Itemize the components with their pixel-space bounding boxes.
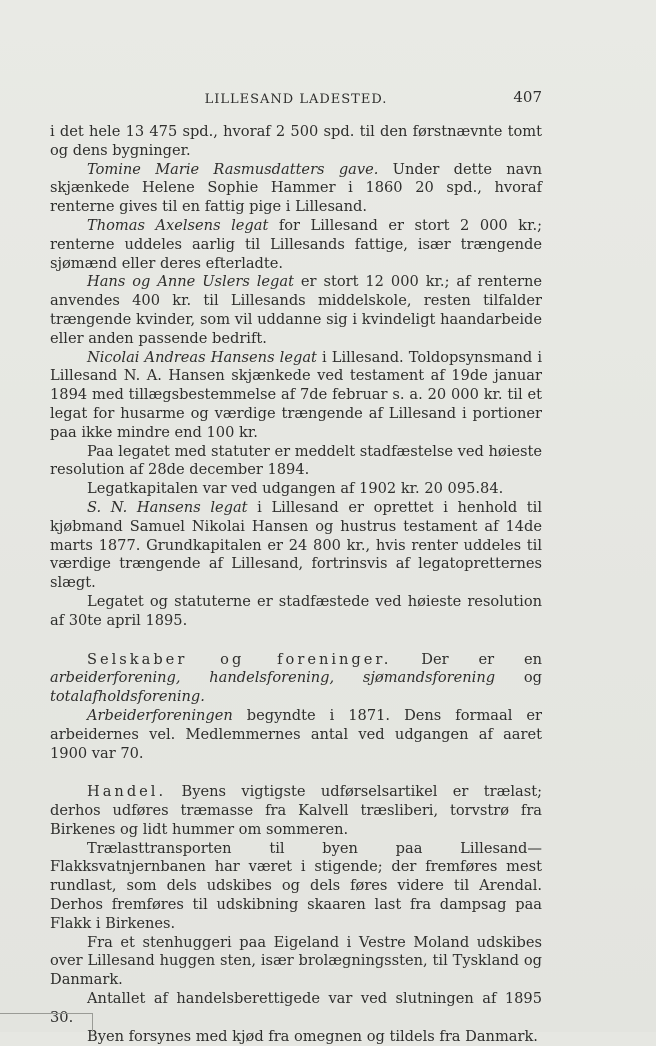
forening-name: Arbeiderforeningen — [87, 706, 233, 724]
paragraph-axelsens-legat — [50, 217, 542, 273]
paragraph-handel — [50, 783, 542, 839]
page-header — [50, 88, 542, 110]
paragraph-sn-hansens-legat — [50, 499, 542, 593]
foreninger-list: arbeiderforening, handelsforening, sjømandsforening — [50, 669, 496, 687]
paragraph-text: er stort 12 000 kr.; af renterne anvendes 400 kr. til Lillesands middelskole, resten tilfalder trængende kvinder, som vil uddanne sig i kvindeligt haandarbeide eller anden passende bedrift. — [50, 273, 542, 347]
paragraph-selskaber — [50, 651, 542, 707]
paragraph-text: Der er en — [391, 650, 542, 668]
paragraph-arbeiderforeningen — [50, 707, 542, 763]
legat-name: Hans og Anne Uslers legat — [87, 273, 294, 291]
paragraph-kjod: Byen forsynes med kjød fra omegnen og tildels fra Danmark. — [87, 1027, 538, 1045]
paragraph-uslers-legat — [50, 273, 542, 348]
paragraph-continuation: i det hele 13 475 spd., hvoraf 2 500 spd. til den førstnævnte tomt og dens bygninger. — [50, 123, 542, 159]
section-heading: Handel. — [87, 783, 167, 801]
paragraph-text: i Lillesand er oprettet i henhold til kjøbmand Samuel Nikolai Hansen og hustrus testament af 14de marts 1877. Grundkapitalen er 24 800 kr., hvis renter uddeles til værdige trængende af Lillesand, fortrinsvis af legatopretternes slægt. — [50, 498, 542, 592]
scan-corner-mark — [0, 1013, 93, 1032]
paragraph-text: og — [495, 669, 542, 687]
page-number: 407 — [513, 88, 542, 106]
legat-name: Thomas Axelsens legat — [87, 216, 269, 234]
paragraph-stenhuggeri: Fra et stenhuggeri paa Eigeland i Vestre Moland udskibes over Lillesand huggen sten, især brolægningssten, til Tyskland og Danmark. — [50, 933, 542, 989]
section-heading: Selskaber og foreninger. — [87, 650, 392, 668]
paragraph-traelasttransporten: Trælasttransporten til byen paa Lillesand—Flakksvatnjernbanen har været i stigende; der fremføres mest rundlast, som dels udskibes og dels føres videre til Arendal. Derhos fremføres til udskibning skaaren last fra dampsag paa Flakk i Birkenes. — [50, 839, 542, 932]
paragraph-text: i Lillesand. Toldopsynsmand i Lillesand N. A. Hansen skjænkede ved testament af 19de januar 1894 med tillægsbestemmelse af 7de februar s. a. 20 000 kr. til et legat for husarme og værdige trængende af Lillesand i portioner paa ikke mindre end 100 kr. — [50, 348, 543, 441]
paragraph-text: Byens vigtigste udførselsartikel er trælast; derhos udføres træmasse fra Kalvell træsliberi, torvstrø fra Birkenes og lidt hummer om sommeren. — [50, 783, 542, 838]
paragraph-legatet-statuterne: Legatet og statuterne er stadfæstede ved høieste resolution af 30te april 1895. — [50, 592, 542, 629]
page-body — [50, 123, 542, 1046]
foreninger-list-last: totalafholdsforening. — [50, 688, 205, 706]
paragraph-text: begyndte i 1871. Dens formaal er arbeidernes vel. Medlemmernes antal ved udgangen af aaret 1900 var 70. — [50, 706, 542, 762]
paragraph-handelsberettigede: Antallet af handelsberettigede var ved slutningen af 1895 30. — [50, 990, 542, 1026]
running-title: LILLESAND LADESTED. — [204, 92, 388, 107]
legat-name: S. N. Hansens legat — [87, 498, 248, 516]
paragraph-rasmusdatters-gave — [50, 161, 542, 217]
legat-name: Tomine Marie Rasmusdatters gave. — [87, 160, 379, 178]
paragraph-stadfaestelse: Paa legatet med statuter er meddelt stadfæstelse ved høieste resolution af 28de december 1894. — [50, 442, 542, 479]
paragraph-text: Under dette navn skjænkede Helene Sophie Hammer i 1860 20 spd., hvoraf renterne gives til en fattig pige i Lillesand. — [50, 160, 542, 216]
paragraph-hansens-legat — [50, 349, 542, 443]
paragraph-text: for Lillesand er stort 2 000 kr.; renterne uddeles aarlig til Lillesands fattige, især trængende sjømænd eller deres efterladte. — [50, 216, 543, 272]
paragraph-legatkapitalen: Legatkapitalen var ved udgangen af 1902 kr. 20 095.84. — [87, 480, 504, 498]
legat-name: Nicolai Andreas Hansens legat — [87, 348, 317, 366]
